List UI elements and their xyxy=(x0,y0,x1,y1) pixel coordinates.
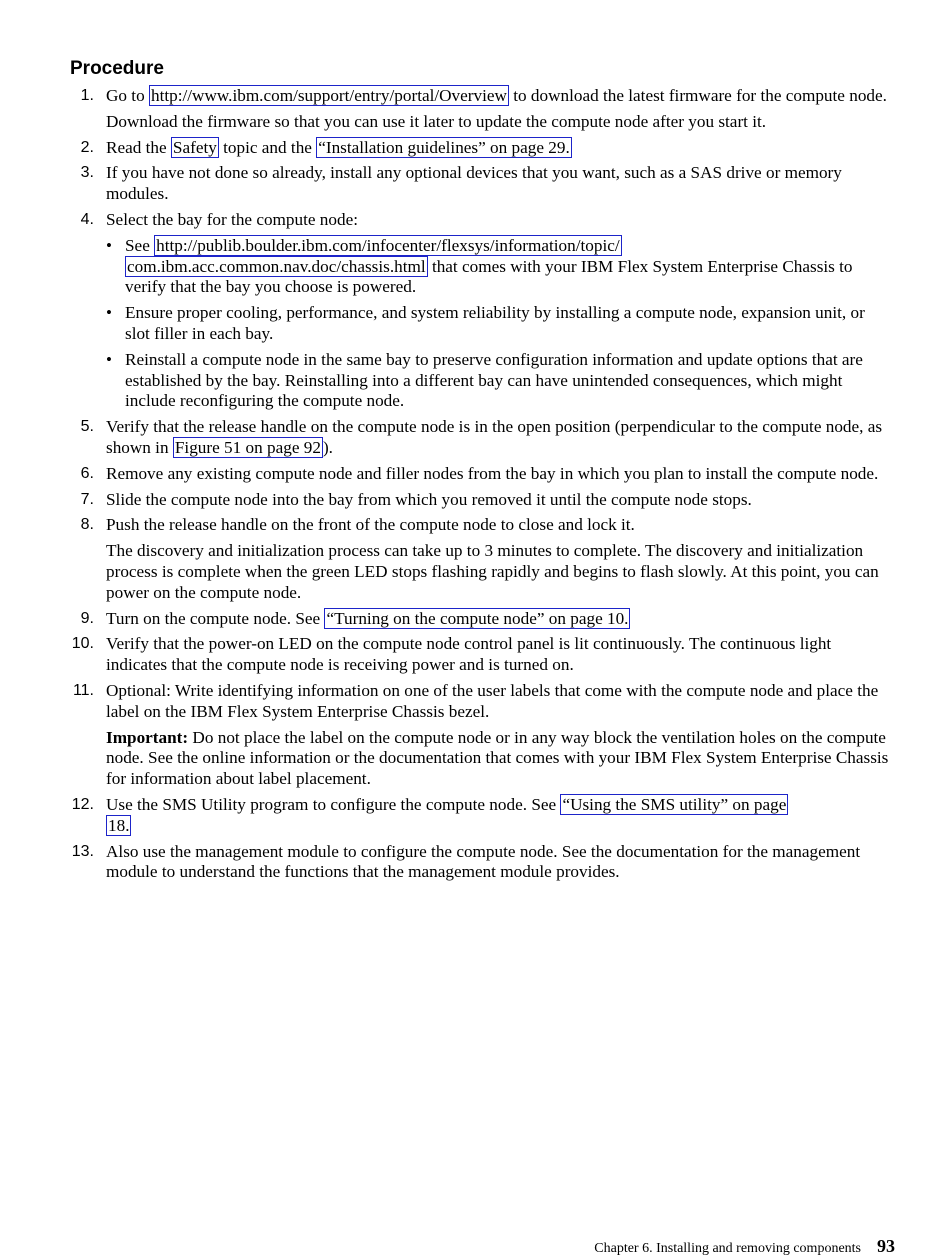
step-11 xyxy=(0,681,950,790)
step-number: 10. xyxy=(71,635,94,653)
text-run: Do not place the label on the compute node or in any way block the ventilation holes on the compute node. See the online information or the documentation that comes with your IBM Flex System Enterprise Chassis for information about label placement. xyxy=(106,727,889,789)
bullet-text xyxy=(125,236,892,298)
step-text xyxy=(106,86,892,107)
step-1 xyxy=(0,86,950,133)
infocenter-chassis-link-continued[interactable]: com.ibm.acc.common.nav.doc/chassis.html xyxy=(127,256,426,276)
step-text: Select the bay for the compute node: xyxy=(106,209,358,229)
sms-utility-link[interactable]: “Using the SMS utility” on page xyxy=(562,794,787,814)
step-number: 11. xyxy=(72,681,94,699)
procedure-steps xyxy=(0,86,950,888)
text-run: that comes with your IBM Flex System Enterprise Chassis to verify that the bay you choose is powered. xyxy=(125,256,853,297)
safety-link[interactable]: Safety xyxy=(172,137,217,157)
step-text: Also use the management module to configure the compute node. See the documentation for the management module to understand the functions that the management module provides. xyxy=(106,841,861,882)
bullet-marker: • xyxy=(106,349,112,369)
step-number: 2. xyxy=(80,138,94,156)
bullet-text: Ensure proper cooling, performance, and system reliability by installing a compute node, expansion unit, or slot filler in each bay. xyxy=(125,303,865,343)
text-run: to download the latest firmware for the compute node. xyxy=(508,86,887,105)
step-text xyxy=(106,138,892,159)
step-4 xyxy=(0,210,950,412)
step-text xyxy=(106,417,892,459)
step-text: Push the release handle on the front of the compute node to close and lock it. xyxy=(106,515,635,535)
page-number: 93 xyxy=(877,1236,895,1256)
step-text: Remove any existing compute node and filler nodes from the bay in which you plan to install the compute node. xyxy=(106,463,879,483)
step-text: If you have not done so already, install any optional devices that you want, such as a SAS drive or memory modules. xyxy=(106,163,842,204)
step-note: The discovery and initialization process can take up to 3 minutes to complete. The discovery and initialization process is complete when the green LED stops flashing rapidly and begins to flash slowly. At this point, you can power on the compute node. xyxy=(106,541,879,602)
step-text xyxy=(106,609,892,630)
bullet-marker: • xyxy=(106,235,112,255)
step-text xyxy=(106,795,892,837)
step-number: 3. xyxy=(80,164,94,182)
step-number: 4. xyxy=(80,210,94,228)
step-9 xyxy=(0,609,950,630)
chapter-title: Chapter 6. Installing and removing components xyxy=(594,1241,861,1256)
step-number: 13. xyxy=(71,842,94,860)
ibm-support-portal-link[interactable]: http://www.ibm.com/support/entry/portal/Overview xyxy=(150,86,507,105)
sms-utility-link-continued[interactable]: 18. xyxy=(108,815,130,835)
step-text: Verify that the power-on LED on the compute node control panel is lit continuously. The continuous light indicates that the compute node is receiving power and is turned on. xyxy=(106,634,832,675)
step-text: Slide the compute node into the bay from which you removed it until the compute node stops. xyxy=(106,489,752,509)
text-run: topic and the xyxy=(218,137,317,157)
turning-on-compute-node-link[interactable]: “Turning on the compute node” on page 10. xyxy=(326,608,629,628)
step-8 xyxy=(0,515,950,603)
text-run: Turn on the compute node. See xyxy=(106,608,325,628)
step-7 xyxy=(0,490,950,511)
step-12 xyxy=(0,795,950,837)
installation-guidelines-link[interactable]: “Installation guidelines” on page 29. xyxy=(318,137,570,157)
step-number: 8. xyxy=(80,516,94,534)
step-13 xyxy=(0,842,950,884)
text-run: Read the xyxy=(106,137,171,157)
bullet-item xyxy=(106,236,892,298)
bullet-item xyxy=(106,350,892,412)
section-heading: Procedure xyxy=(70,58,164,79)
bullet-item xyxy=(106,303,892,345)
page-footer xyxy=(594,1236,895,1257)
text-run: ). xyxy=(322,437,333,457)
step-text: Optional: Write identifying information on one of the user labels that come with the compute node and place the label on the IBM Flex System Enterprise Chassis bezel. xyxy=(106,680,879,721)
text-run: Verify that the release handle on the compute node is in the open position (perpendicular to the compute node, as shown in xyxy=(106,417,883,457)
step-number: 9. xyxy=(80,609,94,627)
text-run: See xyxy=(125,235,155,255)
step-number: 12. xyxy=(71,795,94,813)
infocenter-chassis-link[interactable]: http://publib.boulder.ibm.com/infocenter/flexsys/information/topic/ xyxy=(156,235,620,255)
step-number: 1. xyxy=(80,87,94,104)
step-10 xyxy=(0,634,950,676)
text-run: Use the SMS Utility program to configure the compute node. See xyxy=(106,794,561,814)
text-run: Go to xyxy=(106,86,149,105)
step-5 xyxy=(0,417,950,459)
important-note xyxy=(106,728,892,790)
step-2 xyxy=(0,138,950,159)
step-6 xyxy=(0,464,950,485)
step-number: 7. xyxy=(80,490,94,508)
bullet-marker: • xyxy=(106,303,112,323)
figure-51-link[interactable]: Figure 51 on page 92 xyxy=(174,437,321,457)
step-3 xyxy=(0,163,950,205)
step-number: 5. xyxy=(80,418,94,436)
bullet-list xyxy=(106,236,892,412)
bullet-text: Reinstall a compute node in the same bay to preserve configuration information and update options that are established by the bay. Reinstalling into a different bay can have unintended consequences, which might include reconfiguring the compute node. xyxy=(125,349,863,411)
important-label: Important: xyxy=(106,727,189,747)
step-note: Download the firmware so that you can use it later to update the compute node after you start it. xyxy=(106,111,767,131)
step-number: 6. xyxy=(80,464,94,482)
